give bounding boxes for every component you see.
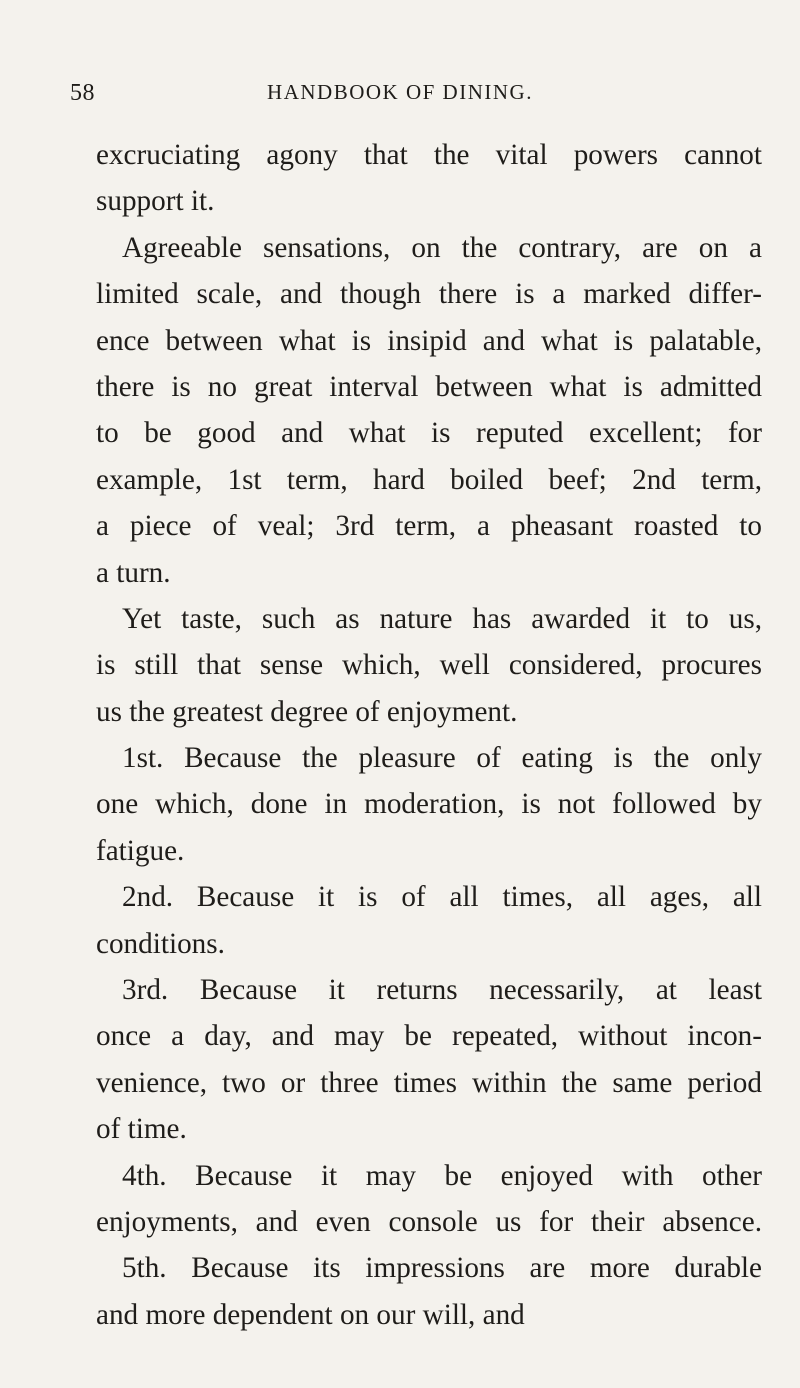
text-line: 4th. Because it may be enjoyed with other [122, 1159, 762, 1192]
text-line: 5th. Because its impressions are more durable [122, 1252, 762, 1285]
page-number: 58 [70, 80, 95, 106]
text-line: support it. [96, 185, 215, 218]
text-line: there is no great interval between what is admitted [96, 370, 762, 403]
text-line: Agreeable sensations, on the contrary, are on a [122, 231, 762, 264]
text-line: Yet taste, such as nature has awarded it to us, [122, 602, 762, 635]
text-line: a piece of veal; 3rd term, a pheasant roasted to [96, 510, 762, 543]
text-line: and more dependent on our will, and [96, 1298, 525, 1331]
text-line: example, 1st term, hard boiled beef; 2nd term, [96, 463, 762, 496]
text-line: limited scale, and though there is a marked differ- [96, 278, 762, 311]
text-line: ence between what is insipid and what is palatable, [96, 324, 762, 357]
text-line: conditions. [96, 927, 225, 960]
running-title: HANDBOOK OF DINING. [267, 80, 533, 104]
text-line: a turn. [96, 556, 171, 589]
text-line: enjoyments, and even console us for their absence. [96, 1205, 762, 1238]
body-text [96, 132, 762, 1338]
text-line: is still that sense which, well considered, procures [96, 649, 762, 682]
text-line: 3rd. Because it returns necessarily, at least [122, 974, 762, 1007]
text-line: excruciating agony that the vital powers cannot [96, 139, 762, 171]
text-line: 2nd. Because it is of all times, all ages, all [122, 881, 762, 914]
text-line: 1st. Because the pleasure of eating is the only [122, 742, 762, 775]
text-line: of time. [96, 1113, 187, 1146]
text-line: venience, two or three times within the same period [96, 1066, 762, 1099]
text-line: to be good and what is reputed excellent; for [96, 417, 762, 450]
text-line: one which, done in moderation, is not followed by [96, 788, 762, 821]
text-line: us the greatest degree of enjoyment. [96, 695, 518, 728]
text-line: once a day, and may be repeated, without incon- [96, 1020, 762, 1053]
running-head [70, 80, 730, 110]
text-line: fatigue. [96, 834, 185, 867]
